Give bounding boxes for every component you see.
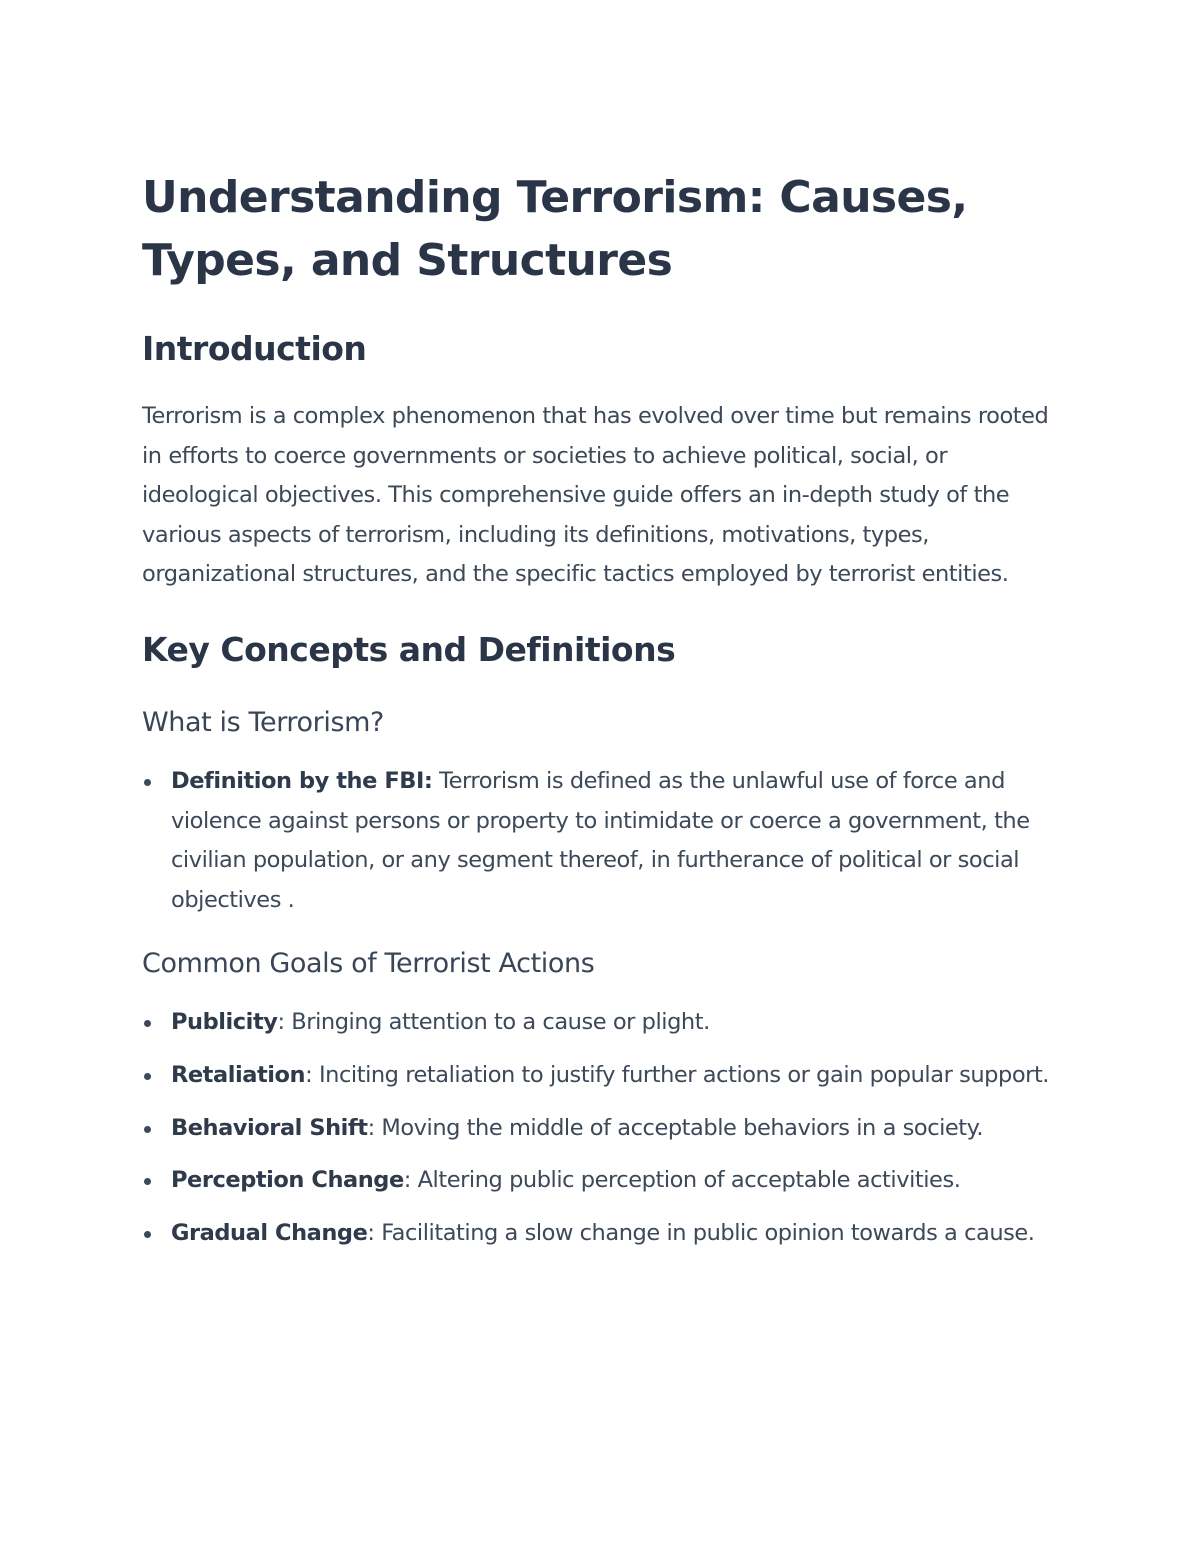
list-item-term: Gradual Change [171, 1219, 368, 1246]
bullet-icon [144, 779, 151, 786]
list-item-text: : Moving the middle of acceptable behaviors in a society. [367, 1114, 984, 1141]
list-item [142, 1214, 1062, 1254]
list-item-term: Behavioral Shift [171, 1114, 368, 1141]
list-item-term: Retaliation [171, 1061, 306, 1088]
list-item [142, 1161, 1062, 1201]
list-item [142, 1003, 1062, 1043]
bullet-icon [144, 1020, 151, 1027]
list-item-term: Definition by the FBI: [171, 767, 433, 794]
list-item [142, 762, 1062, 920]
list-item-text: : Facilitating a slow change in public opinion towards a cause. [367, 1219, 1035, 1246]
list-item-text: : Bringing attention to a cause or plight. [277, 1009, 710, 1036]
document-page [142, 166, 1062, 1266]
introduction-heading: Introduction [142, 329, 367, 368]
list-item-text: Terrorism is defined as the unlawful use of force and violence against persons or property to intimidate or coerce a government, the civilian population, or any segment thereof, in furtherance of political or social objectives . [171, 767, 1030, 913]
bullet-icon [144, 1073, 151, 1080]
bullet-icon [144, 1126, 151, 1133]
common-goals-heading: Common Goals of Terrorist Actions [142, 948, 595, 980]
introduction-paragraph: Terrorism is a complex phenomenon that has evolved over time but remains rooted in efforts to coerce governments or societies to achieve political, social, or ideological objectives. This comprehensive guide offers an in-depth study of the various aspects of terrorism, including its definitions, motivations, types, organizational structures, and the specific tactics employed by terrorist entities. [142, 403, 1049, 588]
list-item-text: : Inciting retaliation to justify further actions or gain popular support. [305, 1061, 1050, 1088]
list-item [142, 1056, 1062, 1096]
page-title: Understanding Terrorism: Causes, Types, and Structures [142, 172, 968, 286]
definition-list [142, 762, 1062, 920]
list-item-term: Perception Change [171, 1167, 404, 1194]
goals-list [142, 1003, 1062, 1253]
bullet-icon [144, 1231, 151, 1238]
key-concepts-heading: Key Concepts and Definitions [142, 629, 676, 669]
list-item [142, 1109, 1062, 1149]
what-is-terrorism-heading: What is Terrorism? [142, 706, 384, 738]
list-item-text: : Altering public perception of acceptable activities. [403, 1167, 961, 1194]
bullet-icon [144, 1178, 151, 1185]
list-item-term: Publicity [171, 1009, 278, 1036]
